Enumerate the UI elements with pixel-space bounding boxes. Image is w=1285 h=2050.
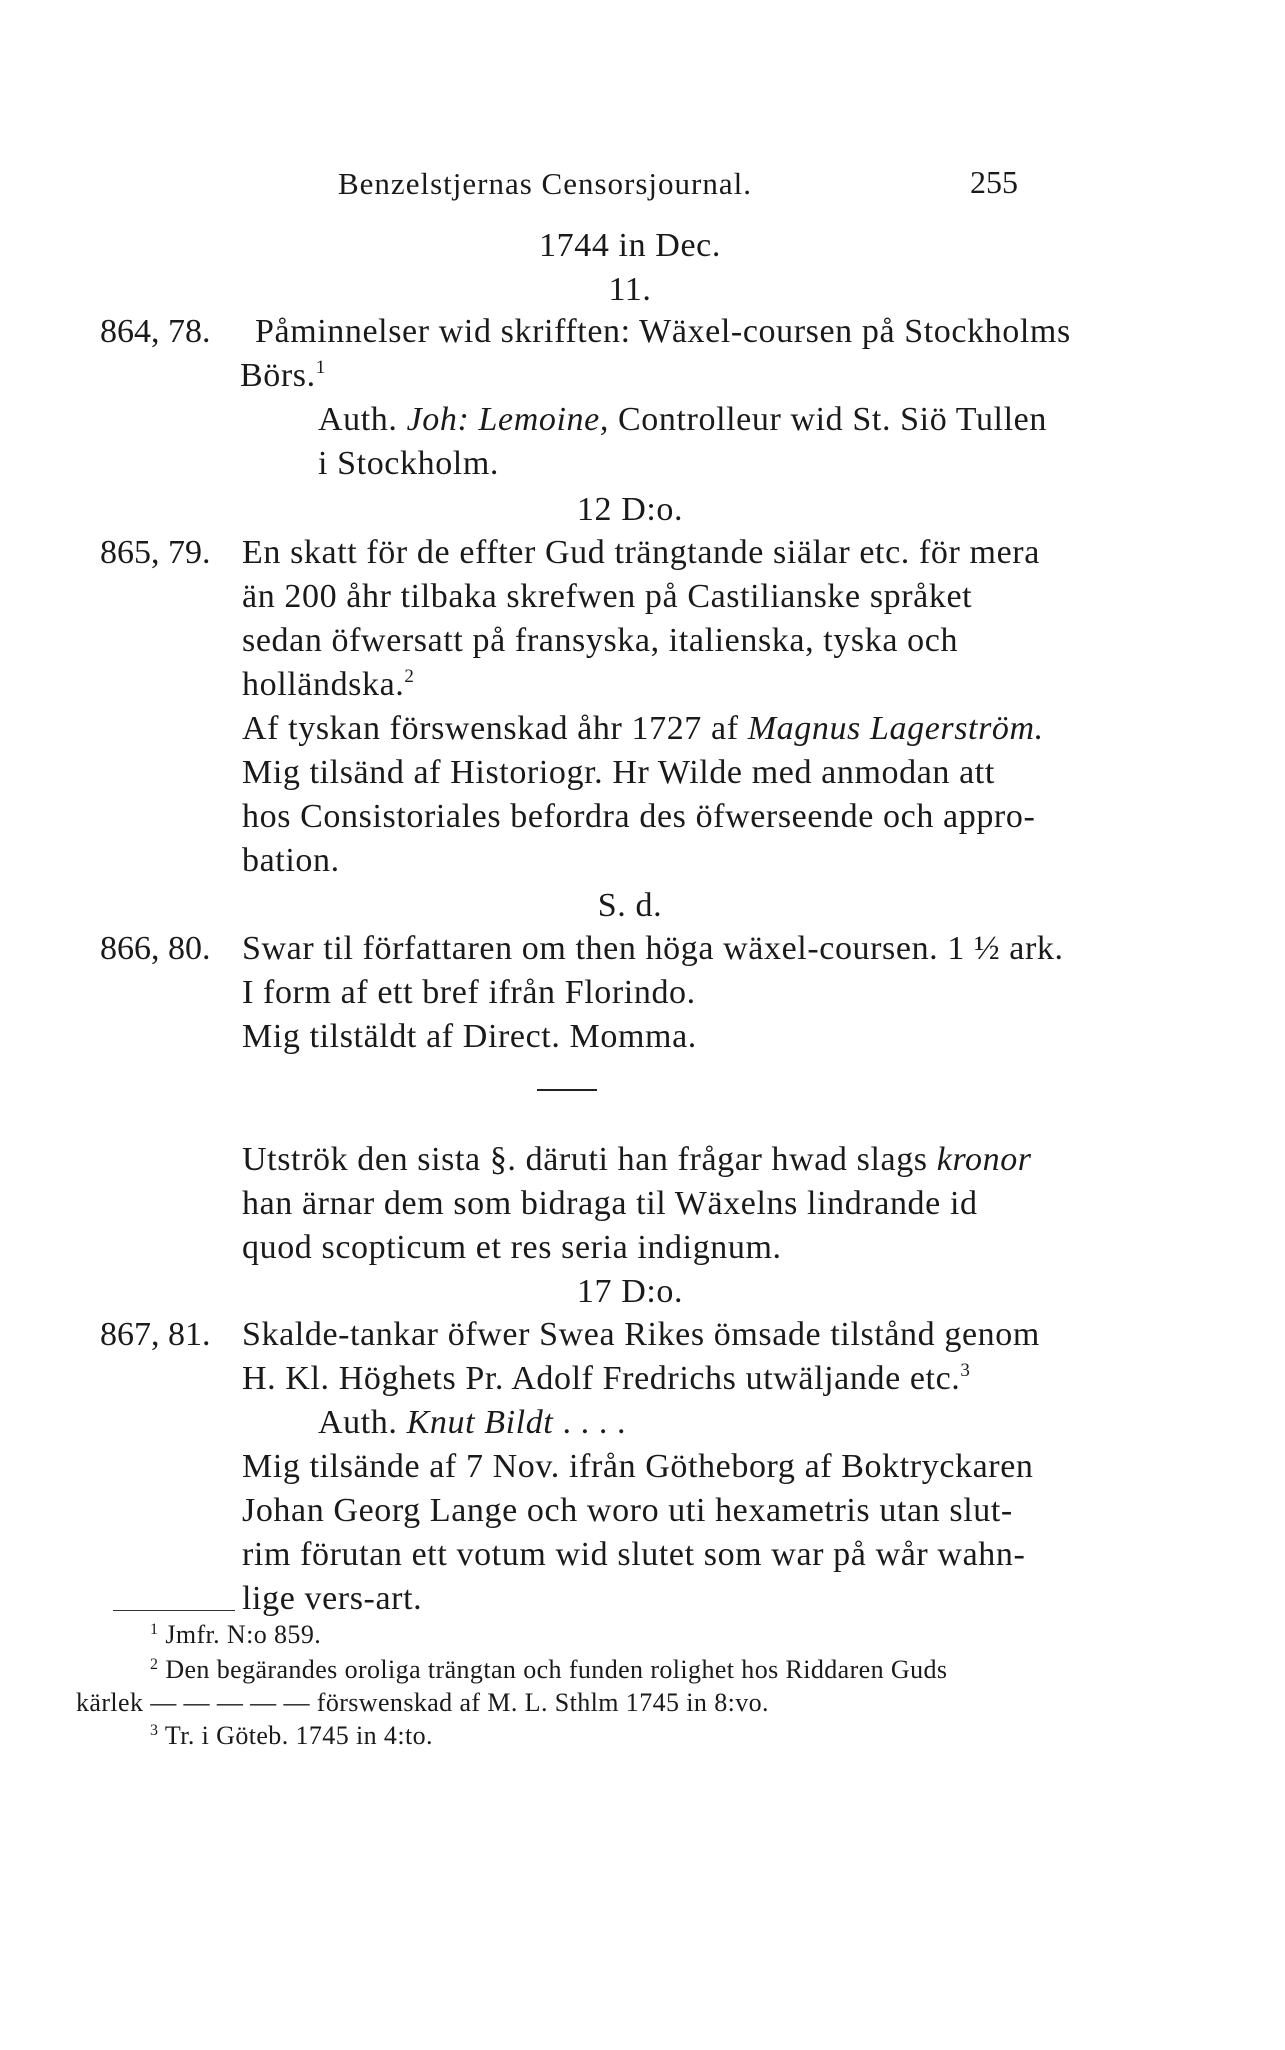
footnote: $^1$ Jmfr. N:o 859. bbox=[150, 1620, 322, 1649]
censor-note: quod scopticum et res seria indignum. bbox=[242, 1229, 782, 1266]
date-heading: 12 D:o. bbox=[576, 491, 684, 528]
censor-note: han ärnar dem som bidraga til Wäxelns lindrande id bbox=[242, 1185, 978, 1222]
date-heading: 1744 in Dec. bbox=[539, 227, 721, 264]
entry-text: bation. bbox=[242, 842, 340, 879]
date-heading: S. d. bbox=[597, 887, 663, 924]
entry-number: 865, 79. bbox=[100, 534, 211, 571]
entry-number: 864, 78. bbox=[100, 313, 211, 350]
footnote-marker: 3 bbox=[960, 1360, 971, 1381]
entry-text: holländska.$^2$ bbox=[242, 666, 415, 703]
entry-text: Johan Georg Lange och woro uti hexametris utan slut- bbox=[242, 1492, 1013, 1529]
entry-text: H. Kl. Höghets Pr. Adolf Fredrichs utwäljande etc.$^3$ bbox=[242, 1360, 971, 1397]
entry-text: Börs.$^1$ bbox=[240, 357, 326, 394]
footnote-rule bbox=[113, 1610, 235, 1611]
entry-author: Auth. Joh: Lemoine, Controlleur wid St. Siö Tullen bbox=[318, 401, 1047, 438]
date-heading: 17 D:o. bbox=[576, 1273, 684, 1310]
entry-text: Mig tilsänd af Historiogr. Hr Wilde med anmodan att bbox=[242, 754, 995, 791]
entry-number: 867, 81. bbox=[100, 1316, 211, 1353]
footnote: $^2$ Den begärandes oroliga trängtan och funden rolighet hos Riddaren Guds bbox=[150, 1655, 948, 1684]
author-name: Magnus Lagerström. bbox=[747, 710, 1044, 747]
censor-note: Utströk den sista §. däruti han frågar hwad slags kronor bbox=[242, 1141, 1032, 1178]
footnote-marker: 2 bbox=[404, 666, 415, 687]
entry-text: Swar til författaren om then höga wäxel-coursen. 1 ½ ark. bbox=[242, 930, 1064, 967]
author-name: Knut Bildt bbox=[406, 1404, 554, 1441]
footnote-marker: 1 bbox=[315, 357, 326, 378]
section-divider bbox=[537, 1089, 597, 1091]
entry-text: hos Consistoriales befordra des öfwerseende och appro- bbox=[242, 798, 1036, 835]
emphasized-word: kronor bbox=[936, 1141, 1032, 1178]
entry-text: än 200 åhr tilbaka skrefwen på Castilianske språket bbox=[242, 578, 973, 615]
entry-text: I form af ett bref ifrån Florindo. bbox=[242, 974, 696, 1011]
entry-text: Mig tilsände af 7 Nov. ifrån Götheborg af Boktryckaren bbox=[242, 1448, 1034, 1485]
footnote: $^3$ Tr. i Göteb. 1745 in 4:to. bbox=[150, 1721, 433, 1750]
footnote: kärlek — — — — — förswenskad af M. L. Sthlm 1745 in 8:vo. bbox=[76, 1688, 769, 1717]
entry-text: lige vers-art. bbox=[242, 1580, 423, 1617]
entry-author: Auth. Knut Bildt . . . . bbox=[318, 1404, 627, 1441]
entry-text: rim förutan ett votum wid slutet som war på wår wahn- bbox=[242, 1536, 1026, 1573]
author-name: Joh: Lemoine, bbox=[406, 401, 609, 438]
entry-text: Af tyskan förswenskad åhr 1727 af Magnus Lagerström. bbox=[242, 710, 1044, 747]
entry-text: En skatt för de effter Gud trängtande siälar etc. för mera bbox=[242, 534, 1040, 571]
entry-text: Mig tilstäldt af Direct. Momma. bbox=[242, 1018, 697, 1055]
entry-number: 866, 80. bbox=[100, 930, 211, 967]
running-header: Benzelstjernas Censorsjournal. bbox=[338, 166, 752, 201]
entry-text: Påminnelser wid skrifften: Wäxel-coursen på Stockholms bbox=[255, 313, 1071, 350]
entry-text: i Stockholm. bbox=[318, 445, 499, 482]
day-heading: 11. bbox=[608, 271, 652, 308]
entry-text: Skalde-tankar öfwer Swea Rikes ömsade tilstånd genom bbox=[242, 1316, 1040, 1353]
entry-text: sedan öfwersatt på fransyska, italienska, tyska och bbox=[242, 622, 959, 659]
page-number: 255 bbox=[970, 164, 1018, 200]
